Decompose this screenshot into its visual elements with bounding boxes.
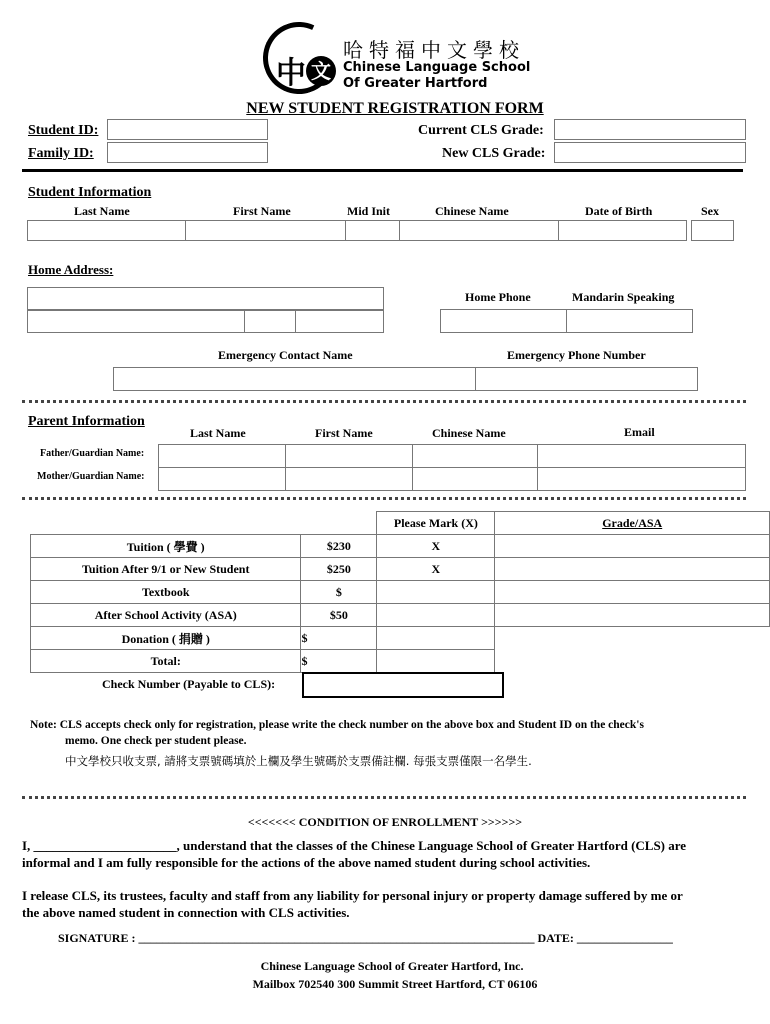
conditions-para2-line1: I release CLS, its trustees, faculty and staff from any liability for personal injury or property damage suffered by me or: [22, 888, 683, 903]
fee-grade-field[interactable]: [495, 558, 770, 581]
family-id-field[interactable]: [107, 142, 268, 163]
col-mid-init: Mid Init: [347, 204, 391, 218]
section-divider: [22, 497, 746, 500]
footer-line2: Mailbox 702540 300 Summit Street Hartford, CT 06106: [252, 977, 538, 991]
fee-label: [31, 535, 301, 558]
home-phone-label: Home Phone: [465, 290, 531, 304]
father-label: Father/Guardian Name:: [40, 448, 145, 459]
fee-row: [31, 558, 770, 581]
note-line3: 中文學校只收支票, 請將支票號碼填於上欄及學生號碼於支票備註欄. 每張支票僅限一名學生.: [65, 754, 532, 768]
check-number-label: Check Number (Payable to CLS):: [102, 677, 276, 691]
section-divider: [22, 796, 746, 799]
current-grade-field[interactable]: [554, 119, 746, 140]
new-grade-field[interactable]: [554, 142, 746, 163]
logo-chinese-name: 哈特福中文學校: [343, 38, 525, 62]
note-line1: Note: CLS accepts check only for registration, please write the check number on the above box and Student ID on the check's: [30, 719, 644, 731]
section-divider: [22, 400, 746, 403]
home-address-label: Home Address:: [28, 262, 114, 277]
fee-label: Donation ( 捐贈 ): [31, 627, 301, 650]
father-email-field[interactable]: [537, 444, 746, 468]
address-state-field[interactable]: [244, 310, 296, 333]
fee-amount[interactable]: $: [301, 627, 377, 650]
student-id-field[interactable]: [107, 119, 268, 140]
fee-grade-field[interactable]: [495, 535, 770, 558]
logo-english-line1: Chinese Language School: [343, 60, 531, 75]
father-first-name-field[interactable]: [285, 444, 413, 468]
fee-mark-field[interactable]: [377, 627, 495, 650]
parent-col-email: Email: [624, 425, 655, 439]
father-chinese-name-field[interactable]: [412, 444, 538, 468]
fee-row: [31, 604, 770, 627]
logo-english-line2: Of Greater Hartford: [343, 76, 488, 91]
fee-row: [31, 535, 770, 558]
signature-line[interactable]: SIGNATURE : __________________________________________________________________ DATE: ________________: [58, 931, 673, 945]
fee-amount: $230: [301, 535, 377, 558]
mother-label: Mother/Guardian Name:: [37, 471, 145, 482]
address-zip-field[interactable]: [295, 310, 384, 333]
mother-first-name-field[interactable]: [285, 467, 413, 491]
conditions-para1-line1: I, ______________________, understand that the classes of the Chinese Language School of Greater Hartford (CLS) are: [22, 838, 687, 853]
fee-amount[interactable]: $: [301, 650, 377, 673]
header-divider: [22, 169, 743, 172]
fee-label: Textbook: [31, 581, 301, 604]
emergency-name-field[interactable]: [113, 367, 476, 391]
conditions-heading: <<<<<<< CONDITION OF ENROLLMENT >>>>>>: [247, 815, 523, 829]
logo-emblem-small: 文: [306, 56, 336, 86]
family-id-label: Family ID:: [28, 146, 94, 161]
fee-mark-field[interactable]: X: [377, 535, 495, 558]
student-last-name-field[interactable]: [27, 220, 186, 241]
conditions-para2-line2: the above named student in connection with CLS activities.: [22, 905, 350, 920]
new-grade-label: New CLS Grade:: [442, 146, 546, 161]
fee-amount: $250: [301, 558, 377, 581]
student-mid-init-field[interactable]: [345, 220, 400, 241]
current-grade-label: Current CLS Grade:: [418, 123, 544, 138]
footer-line1: Chinese Language School of Greater Hartford, Inc.: [260, 959, 524, 973]
fee-label: After School Activity (ASA): [31, 604, 301, 627]
conditions-para1-line2: informal and I am fully responsible for the actions of the above named student during school activities.: [22, 855, 591, 870]
fee-row: [31, 581, 770, 604]
student-id-label: Student ID:: [28, 123, 99, 138]
emergency-phone-label: Emergency Phone Number: [507, 348, 646, 362]
col-last-name: Last Name: [74, 204, 130, 218]
student-dob-field[interactable]: [558, 220, 687, 241]
logo-emblem-big: 中: [276, 56, 306, 91]
fee-label: Tuition After 9/1 or New Student: [31, 558, 301, 581]
address-city-field[interactable]: [27, 310, 245, 333]
fee-label: Total:: [31, 650, 301, 673]
student-first-name-field[interactable]: [185, 220, 346, 241]
parent-col-chinese-name: Chinese Name: [432, 426, 506, 440]
fee-grade-field[interactable]: [495, 581, 770, 604]
col-chinese-name: Chinese Name: [435, 204, 509, 218]
emergency-phone-field[interactable]: [475, 367, 698, 391]
fee-mark-field[interactable]: [377, 604, 495, 627]
form-title: NEW STUDENT REGISTRATION FORM: [246, 100, 544, 117]
fee-mark-field[interactable]: [377, 581, 495, 604]
fee-row: [31, 627, 770, 650]
parent-col-last-name: Last Name: [190, 426, 246, 440]
fee-amount: $: [301, 581, 377, 604]
student-chinese-name-field[interactable]: [399, 220, 559, 241]
mother-last-name-field[interactable]: [158, 467, 286, 491]
fee-mark-field[interactable]: [377, 650, 495, 673]
mother-email-field[interactable]: [537, 467, 746, 491]
fee-amount: $50: [301, 604, 377, 627]
mother-chinese-name-field[interactable]: [412, 467, 538, 491]
emergency-name-label: Emergency Contact Name: [218, 348, 353, 362]
note-line2: memo. One check per student please.: [65, 735, 247, 747]
grade-asa-header: Grade/ASA: [495, 512, 770, 535]
mandarin-field[interactable]: [566, 309, 693, 333]
please-mark-header: Please Mark (X): [377, 512, 495, 535]
fee-grade-field[interactable]: [495, 604, 770, 627]
parent-col-first-name: First Name: [315, 426, 373, 440]
home-phone-field[interactable]: [440, 309, 567, 333]
fee-table: [30, 511, 770, 673]
fee-row: [31, 650, 770, 673]
address-line1-field[interactable]: [27, 287, 384, 310]
parent-info-heading: Parent Information: [28, 414, 145, 429]
fee-mark-field[interactable]: X: [377, 558, 495, 581]
student-info-heading: Student Information: [28, 185, 152, 200]
col-sex: Sex: [701, 204, 719, 218]
student-sex-field[interactable]: [691, 220, 734, 241]
check-number-field[interactable]: [302, 672, 504, 698]
fee-label-text: Tuition ( 學費 ): [126, 539, 205, 554]
col-first-name: First Name: [233, 204, 291, 218]
col-date-of-birth: Date of Birth: [585, 204, 653, 218]
mandarin-label: Mandarin Speaking: [572, 290, 675, 304]
father-last-name-field[interactable]: [158, 444, 286, 468]
